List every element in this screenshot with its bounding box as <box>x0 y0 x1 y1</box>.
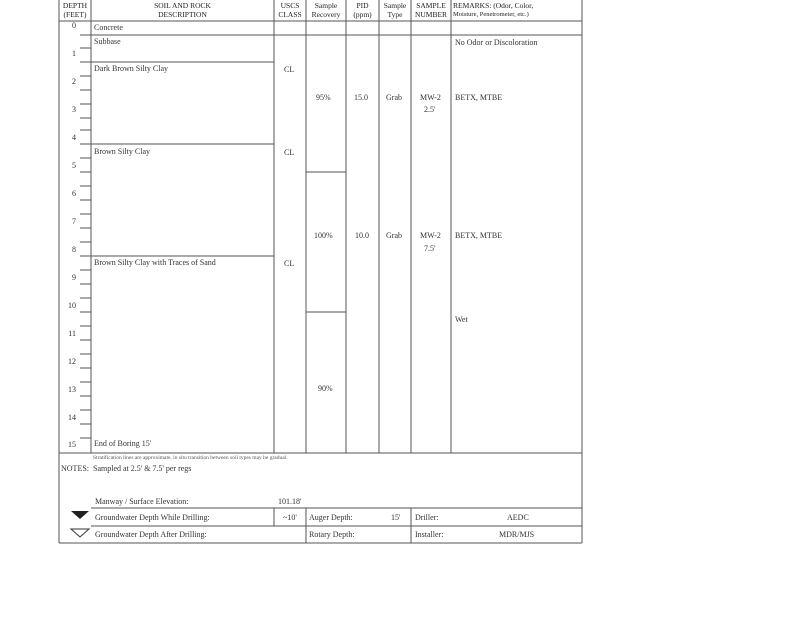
auger-depth-label: Auger Depth: <box>309 513 353 522</box>
depth-label: 11 <box>68 329 76 338</box>
driller-label: Driller: <box>415 513 439 522</box>
sample-remarks: BETX, MTBE <box>455 93 503 102</box>
header-sample-number: SAMPLE NUMBER <box>414 1 448 19</box>
notes-text: Sampled at 2.5' & 7.5' per regs <box>93 464 192 473</box>
sample-recovery: 90% <box>318 384 333 393</box>
groundwater-while-drilling-icon <box>71 511 89 519</box>
groundwater-while-value: ~10' <box>283 513 297 522</box>
header-pid: PID (ppm) <box>353 1 372 19</box>
header-depth: DEPTH (FEET) <box>62 1 88 19</box>
manway-elevation-value: 101.18' <box>278 497 302 506</box>
uscs-class: CL <box>284 259 295 268</box>
sample-recovery: 95% <box>316 93 331 102</box>
depth-label: 10 <box>68 301 76 310</box>
depth-label: 6 <box>72 189 76 198</box>
depth-ticks <box>80 35 91 438</box>
depth-label: 12 <box>68 357 76 366</box>
header-sample-recovery: Sample Recovery <box>311 1 341 19</box>
sample-pid: 15.0 <box>354 93 368 102</box>
depth-label: 5 <box>72 161 76 170</box>
uscs-class: CL <box>284 65 295 74</box>
driller-value: AEDC <box>507 513 529 522</box>
groundwater-after-drilling-icon <box>71 529 89 537</box>
layer-description: Brown Silty Clay with Traces of Sand <box>94 258 216 267</box>
sample-number-depth: 7.5' <box>424 244 436 253</box>
stratification-footnote: Stratification lines are approximate, in situ transition between soil types may be gradual. <box>93 455 288 461</box>
depth-label: 3 <box>72 105 76 114</box>
header-remarks: REMARKS: (Odor, Color, Moisture, Penetrometer, etc.) <box>453 1 534 18</box>
layer-description: Dark Brown Silty Clay <box>94 64 168 73</box>
installer-label: Installer: <box>415 530 444 539</box>
sample-pid: 10.0 <box>355 231 369 240</box>
depth-label: 2 <box>72 77 76 86</box>
remarks-note: Wet <box>455 315 468 324</box>
header-uscs-class: USCS CLASS <box>278 1 302 19</box>
sample-number-depth: 2.5' <box>424 105 436 114</box>
depth-label: 14 <box>68 413 76 422</box>
layer-description: Subbase <box>94 37 121 46</box>
notes-label: NOTES: <box>61 464 89 473</box>
rotary-depth-label: Rotary Depth: <box>309 530 355 539</box>
depth-label: 7 <box>72 217 76 226</box>
sample-remarks: BETX, MTBE <box>455 231 503 240</box>
header-sample-type: Sample Type <box>383 1 407 19</box>
groundwater-after-label: Groundwater Depth After Drilling: <box>95 530 207 539</box>
sample-type: Grab <box>386 93 402 102</box>
layer-description: Concrete <box>94 23 123 32</box>
depth-label: 9 <box>72 273 76 282</box>
layer-description: Brown Silty Clay <box>94 147 151 156</box>
installer-value: MDR/MJS <box>499 530 535 539</box>
depth-label: 8 <box>72 245 76 254</box>
sample-recovery: 100% <box>314 231 333 240</box>
remarks-note: No Odor or Discoloration <box>455 38 538 47</box>
manway-elevation-label: Manway / Surface Elevation: <box>95 497 189 506</box>
sample-number: MW-2 <box>420 93 441 102</box>
depth-label: 1 <box>72 49 76 58</box>
depth-label: 0 <box>72 21 76 30</box>
uscs-class: CL <box>284 148 295 157</box>
layer-description: End of Boring 15' <box>94 439 152 448</box>
depth-label: 13 <box>68 385 76 394</box>
sample-number: MW-2 <box>420 231 441 240</box>
groundwater-while-label: Groundwater Depth While Drilling: <box>95 513 210 522</box>
depth-label: 4 <box>72 133 76 142</box>
depth-label: 15 <box>68 440 76 449</box>
auger-depth-value: 15' <box>391 513 401 522</box>
header-soil-description: SOIL AND ROCK DESCRIPTION <box>154 1 211 19</box>
sample-type: Grab <box>386 231 402 240</box>
